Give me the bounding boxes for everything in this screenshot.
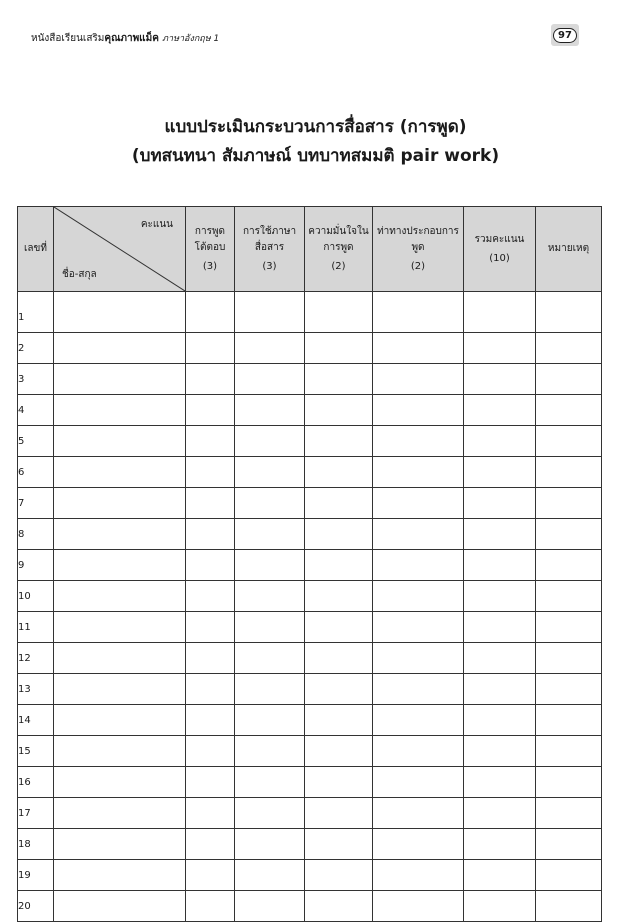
table-row	[18, 705, 602, 736]
table-body	[18, 292, 602, 922]
score-cell	[373, 736, 464, 767]
running-head-subject: ภาษาอังกฤษ 1	[162, 34, 220, 44]
page-number-badge	[551, 24, 579, 46]
criterion-label: ท่าทางประกอบการพูด	[377, 225, 459, 253]
name-cell	[54, 643, 186, 674]
row-number: 20	[18, 891, 54, 922]
header-total-score	[464, 207, 536, 292]
row-number: 11	[18, 612, 54, 643]
score-cell	[235, 860, 305, 891]
total-cell	[464, 395, 536, 426]
remark-cell	[536, 705, 602, 736]
total-cell	[464, 364, 536, 395]
score-cell	[305, 736, 373, 767]
score-cell	[373, 798, 464, 829]
name-cell	[54, 581, 186, 612]
name-cell	[54, 891, 186, 922]
header-criterion-interaction	[186, 207, 235, 292]
remark-cell	[536, 292, 602, 333]
header-remark-label: หมายเหตุ	[547, 243, 590, 254]
remark-cell	[536, 736, 602, 767]
table-row	[18, 333, 602, 364]
remark-cell	[536, 674, 602, 705]
total-cell	[464, 581, 536, 612]
table-row	[18, 612, 602, 643]
row-number: 2	[18, 333, 54, 364]
score-cell	[186, 550, 235, 581]
total-cell	[464, 519, 536, 550]
remark-cell	[536, 643, 602, 674]
score-cell	[305, 643, 373, 674]
score-cell	[186, 292, 235, 333]
table-row	[18, 488, 602, 519]
score-cell	[235, 705, 305, 736]
total-cell	[464, 488, 536, 519]
score-cell	[235, 457, 305, 488]
criterion-label: รวมคะแนน	[474, 233, 525, 245]
remark-cell	[536, 612, 602, 643]
total-cell	[464, 798, 536, 829]
score-cell	[373, 333, 464, 364]
criterion-max: (3)	[202, 260, 218, 272]
assessment-table	[17, 206, 602, 922]
total-cell	[464, 891, 536, 922]
form-title: แบบประเมินกระบวนการสื่อสาร (การพูด)	[164, 117, 467, 137]
score-cell	[186, 333, 235, 364]
table-row	[18, 550, 602, 581]
criterion-max: (2)	[410, 260, 426, 272]
score-cell	[235, 798, 305, 829]
score-cell	[305, 395, 373, 426]
table-header-row	[18, 207, 602, 292]
row-number: 6	[18, 457, 54, 488]
total-cell	[464, 292, 536, 333]
total-cell	[464, 550, 536, 581]
score-cell	[373, 488, 464, 519]
score-cell	[186, 705, 235, 736]
name-cell	[54, 292, 186, 333]
total-cell	[464, 736, 536, 767]
score-cell	[373, 426, 464, 457]
criterion-max: (3)	[262, 260, 277, 272]
row-number: 3	[18, 364, 54, 395]
row-number: 16	[18, 767, 54, 798]
score-cell	[235, 612, 305, 643]
remark-cell	[536, 426, 602, 457]
name-cell	[54, 457, 186, 488]
score-cell	[373, 829, 464, 860]
score-cell	[235, 333, 305, 364]
score-cell	[235, 292, 305, 333]
score-cell	[305, 457, 373, 488]
score-cell	[186, 736, 235, 767]
total-cell	[464, 643, 536, 674]
score-cell	[305, 333, 373, 364]
table-row	[18, 519, 602, 550]
score-cell	[186, 426, 235, 457]
table-row	[18, 767, 602, 798]
score-cell	[305, 891, 373, 922]
name-cell	[54, 519, 186, 550]
score-cell	[373, 891, 464, 922]
remark-cell	[536, 333, 602, 364]
name-cell	[54, 426, 186, 457]
total-cell	[464, 457, 536, 488]
score-cell	[186, 581, 235, 612]
row-number: 5	[18, 426, 54, 457]
score-cell	[305, 798, 373, 829]
score-cell	[305, 767, 373, 798]
score-cell	[305, 364, 373, 395]
criterion-label: การใช้ภาษาสื่อสาร	[242, 225, 297, 253]
score-cell	[235, 364, 305, 395]
table-row	[18, 798, 602, 829]
remark-cell	[536, 519, 602, 550]
remark-cell	[536, 395, 602, 426]
total-cell	[464, 426, 536, 457]
score-cell	[373, 550, 464, 581]
score-cell	[235, 736, 305, 767]
name-cell	[54, 798, 186, 829]
page-number: 97	[553, 28, 577, 43]
criterion-label: ความมั่นใจในการพูด	[308, 225, 369, 253]
remark-cell	[536, 829, 602, 860]
running-head-series: หนังสือเรียนเสริม	[31, 33, 105, 44]
remark-cell	[536, 550, 602, 581]
remark-cell	[536, 860, 602, 891]
score-cell	[305, 612, 373, 643]
score-cell	[186, 798, 235, 829]
score-cell	[373, 767, 464, 798]
score-cell	[186, 643, 235, 674]
row-number: 1	[18, 292, 54, 333]
remark-cell	[536, 457, 602, 488]
score-cell	[373, 581, 464, 612]
score-cell	[305, 550, 373, 581]
name-cell	[54, 705, 186, 736]
row-number: 18	[18, 829, 54, 860]
score-cell	[186, 519, 235, 550]
table-row	[18, 457, 602, 488]
row-number: 12	[18, 643, 54, 674]
score-cell	[186, 364, 235, 395]
row-number: 8	[18, 519, 54, 550]
score-cell	[186, 829, 235, 860]
total-cell	[464, 829, 536, 860]
score-cell	[186, 860, 235, 891]
score-cell	[305, 488, 373, 519]
name-cell	[54, 860, 186, 891]
form-subtitle: (บทสนทนา สัมภาษณ์ บทบาทสมมติ pair work)	[131, 146, 500, 166]
score-cell	[373, 705, 464, 736]
row-number: 15	[18, 736, 54, 767]
score-cell	[373, 612, 464, 643]
score-cell	[373, 292, 464, 333]
score-cell	[373, 457, 464, 488]
name-cell	[54, 333, 186, 364]
score-cell	[235, 767, 305, 798]
name-cell	[54, 550, 186, 581]
score-cell	[186, 767, 235, 798]
score-cell	[305, 705, 373, 736]
score-cell	[235, 643, 305, 674]
score-cell	[235, 674, 305, 705]
table-row	[18, 395, 602, 426]
score-cell	[186, 457, 235, 488]
table-row	[18, 364, 602, 395]
score-cell	[235, 581, 305, 612]
row-number: 14	[18, 705, 54, 736]
score-cell	[373, 519, 464, 550]
total-cell	[464, 705, 536, 736]
name-cell	[54, 767, 186, 798]
remark-cell	[536, 488, 602, 519]
name-cell	[54, 612, 186, 643]
criterion-max: (2)	[331, 260, 346, 272]
score-cell	[305, 581, 373, 612]
score-cell	[186, 891, 235, 922]
score-cell	[235, 426, 305, 457]
score-cell	[305, 426, 373, 457]
header-number-label: เลขที่	[24, 243, 47, 254]
header-name-score-diagonal	[54, 207, 186, 292]
score-cell	[186, 612, 235, 643]
score-cell	[373, 674, 464, 705]
name-cell	[54, 488, 186, 519]
row-number: 13	[18, 674, 54, 705]
row-number: 7	[18, 488, 54, 519]
total-cell	[464, 612, 536, 643]
total-cell	[464, 767, 536, 798]
row-number: 9	[18, 550, 54, 581]
table-row	[18, 426, 602, 457]
criterion-max: (10)	[489, 252, 510, 264]
score-cell	[373, 364, 464, 395]
score-cell	[373, 643, 464, 674]
score-cell	[186, 674, 235, 705]
row-number: 19	[18, 860, 54, 891]
remark-cell	[536, 891, 602, 922]
score-cell	[235, 829, 305, 860]
row-number: 4	[18, 395, 54, 426]
header-criterion-language-use	[235, 207, 305, 292]
running-head	[31, 31, 219, 46]
score-cell	[305, 519, 373, 550]
total-cell	[464, 674, 536, 705]
table-row	[18, 829, 602, 860]
header-remark	[536, 207, 602, 292]
row-number: 17	[18, 798, 54, 829]
name-cell	[54, 829, 186, 860]
header-criterion-gesture	[373, 207, 464, 292]
score-cell	[373, 860, 464, 891]
score-cell	[186, 488, 235, 519]
total-cell	[464, 333, 536, 364]
name-cell	[54, 395, 186, 426]
running-head-brand: คุณภาพแม็ค	[104, 33, 159, 44]
remark-cell	[536, 581, 602, 612]
table-row	[18, 860, 602, 891]
score-cell	[305, 860, 373, 891]
name-cell	[54, 736, 186, 767]
score-cell	[235, 488, 305, 519]
total-cell	[464, 860, 536, 891]
remark-cell	[536, 364, 602, 395]
score-cell	[305, 292, 373, 333]
table-row	[18, 736, 602, 767]
score-cell	[235, 891, 305, 922]
header-criterion-confidence	[305, 207, 373, 292]
score-cell	[373, 395, 464, 426]
score-cell	[305, 829, 373, 860]
name-cell	[54, 674, 186, 705]
remark-cell	[536, 798, 602, 829]
table-row	[18, 674, 602, 705]
score-cell	[235, 395, 305, 426]
header-score-label: คะแนน	[140, 219, 173, 230]
header-name-label: ชื่อ-สกุล	[62, 269, 97, 280]
remark-cell	[536, 767, 602, 798]
header-number	[18, 207, 54, 292]
criterion-label: การพูดโต้ตอบ	[194, 225, 226, 253]
table-row	[18, 643, 602, 674]
table-row	[18, 292, 602, 333]
score-cell	[186, 395, 235, 426]
row-number: 10	[18, 581, 54, 612]
table-row	[18, 581, 602, 612]
score-cell	[305, 674, 373, 705]
name-cell	[54, 364, 186, 395]
score-cell	[235, 550, 305, 581]
score-cell	[235, 519, 305, 550]
table-row	[18, 891, 602, 922]
